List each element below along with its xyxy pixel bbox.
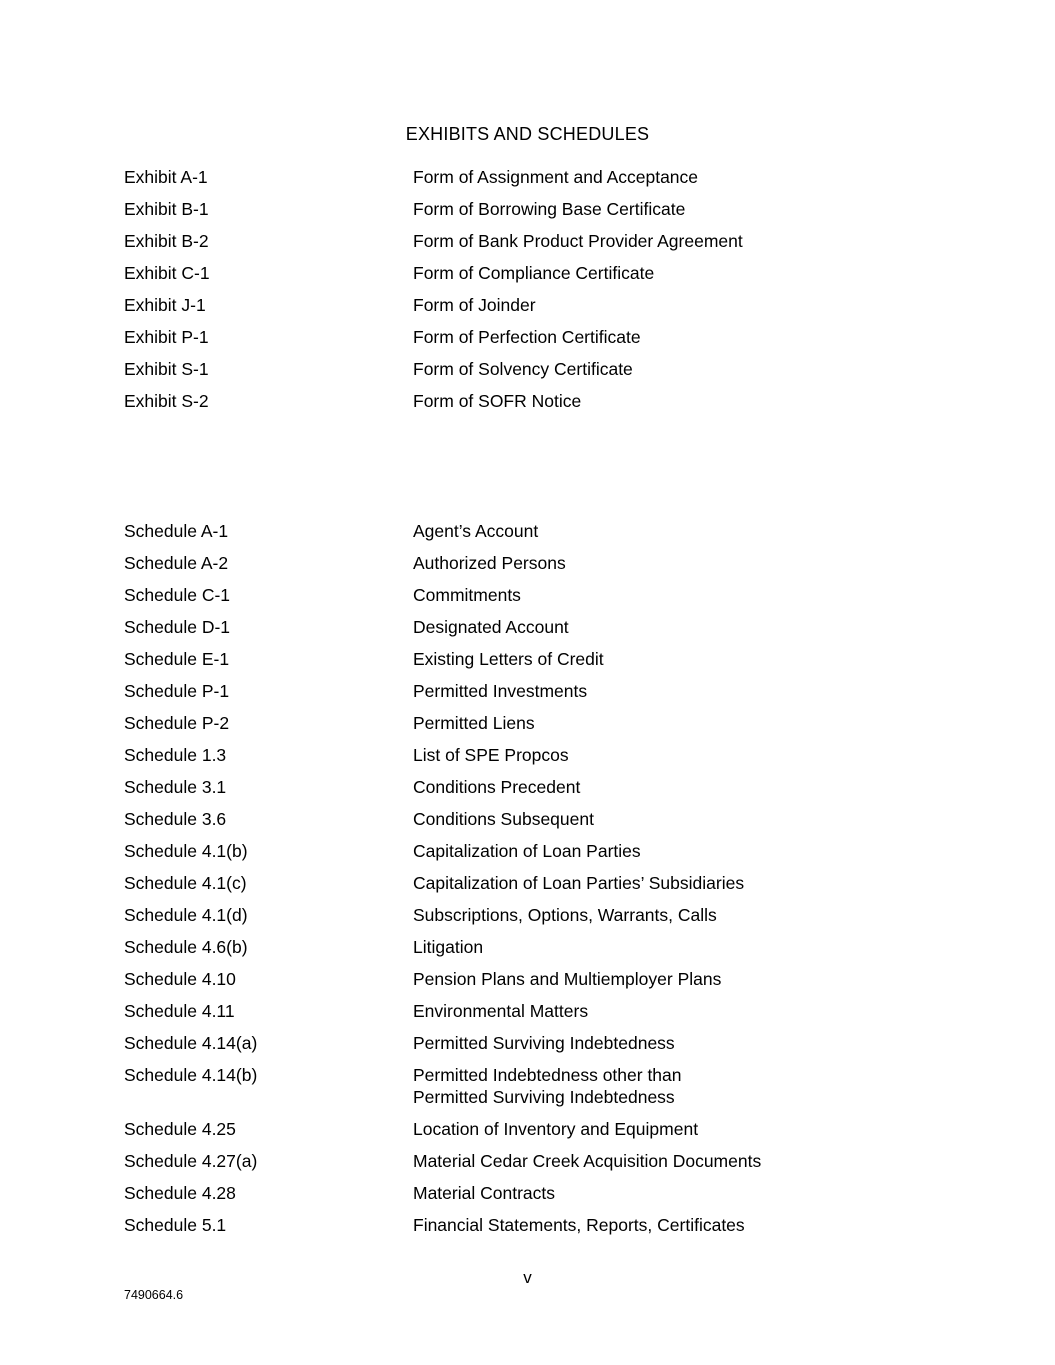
exhibit-ref: Exhibit C-1	[124, 263, 210, 283]
schedule-ref: Schedule A-1	[124, 521, 229, 541]
schedule-desc: Environmental Matters	[413, 1001, 589, 1021]
schedule-row	[124, 904, 844, 926]
exhibit-row	[124, 358, 844, 380]
exhibit-row	[124, 262, 844, 284]
schedule-desc: Financial Statements, Reports, Certificates	[413, 1215, 745, 1235]
schedule-ref: Schedule A-2	[124, 553, 229, 573]
schedule-desc: Existing Letters of Credit	[413, 649, 604, 669]
schedule-desc: Permitted Liens	[413, 713, 535, 733]
exhibit-ref: Exhibit A-1	[124, 167, 208, 187]
exhibit-row	[124, 326, 844, 348]
schedule-ref: Schedule 3.1	[124, 777, 227, 797]
schedule-ref: Schedule 4.28	[124, 1183, 236, 1203]
schedule-ref: Schedule 4.1(c)	[124, 873, 247, 893]
schedule-desc: Litigation	[413, 937, 484, 957]
schedule-ref: Schedule 4.14(a)	[124, 1033, 258, 1053]
schedule-desc: Commitments	[413, 585, 521, 605]
exhibit-desc: Form of Solvency Certificate	[413, 359, 633, 379]
schedule-desc: Authorized Persons	[413, 553, 566, 573]
schedule-row	[124, 552, 844, 574]
schedule-desc: Capitalization of Loan Parties’ Subsidiaries	[413, 873, 745, 893]
schedule-ref: Schedule 5.1	[124, 1215, 227, 1235]
schedule-desc: Pension Plans and Multiemployer Plans	[413, 969, 722, 989]
schedule-row	[124, 776, 844, 798]
schedule-desc: Conditions Precedent	[413, 777, 581, 797]
schedule-row	[124, 680, 844, 702]
schedule-desc: Material Contracts	[413, 1183, 555, 1203]
schedule-row	[124, 1032, 844, 1054]
exhibit-ref: Exhibit B-2	[124, 231, 209, 251]
exhibit-desc: Form of Assignment and Acceptance	[413, 167, 699, 187]
exhibit-row	[124, 198, 844, 220]
schedule-row	[124, 840, 844, 862]
exhibit-row	[124, 166, 844, 188]
exhibit-ref: Exhibit S-1	[124, 359, 209, 379]
schedule-ref: Schedule 4.10	[124, 969, 236, 989]
schedule-desc: Material Cedar Creek Acquisition Documents	[413, 1151, 762, 1171]
schedule-row	[124, 872, 844, 894]
schedule-row	[124, 520, 844, 542]
schedule-ref: Schedule C-1	[124, 585, 231, 605]
schedule-desc: List of SPE Propcos	[413, 745, 569, 765]
schedule-ref: Schedule 4.1(d)	[124, 905, 248, 925]
schedule-row	[124, 1000, 844, 1022]
schedule-ref: Schedule P-1	[124, 681, 230, 701]
schedule-ref: Schedule 4.11	[124, 1001, 235, 1021]
schedule-ref: Schedule E-1	[124, 649, 230, 669]
schedule-row	[124, 648, 844, 670]
exhibit-ref: Exhibit J-1	[124, 295, 206, 315]
schedule-row	[124, 616, 844, 638]
schedule-ref: Schedule 4.25	[124, 1119, 236, 1139]
exhibit-ref: Exhibit P-1	[124, 327, 209, 347]
schedule-row	[124, 744, 844, 766]
schedule-ref: Schedule 4.27(a)	[124, 1151, 258, 1171]
schedule-ref: Schedule 4.14(b)	[124, 1065, 258, 1085]
page-title: EXHIBITS AND SCHEDULES	[405, 124, 650, 144]
schedule-ref: Schedule P-2	[124, 713, 230, 733]
schedule-desc: Permitted Investments	[413, 681, 588, 701]
exhibit-desc: Form of Compliance Certificate	[413, 263, 655, 283]
schedule-desc: Agent’s Account	[413, 521, 539, 541]
document-id: 7490664.6	[124, 1288, 184, 1302]
schedules-list	[124, 520, 844, 1246]
schedule-ref: Schedule 4.6(b)	[124, 937, 248, 957]
exhibits-list	[124, 166, 844, 422]
schedule-desc: Permitted Indebtedness other than Permitted Surviving Indebtedness	[413, 1065, 682, 1107]
schedule-row	[124, 808, 844, 830]
schedule-row	[124, 936, 844, 958]
schedule-desc: Permitted Surviving Indebtedness	[413, 1033, 675, 1053]
exhibit-ref: Exhibit S-2	[124, 391, 209, 411]
schedule-ref: Schedule 4.1(b)	[124, 841, 248, 861]
page-number: v	[523, 1268, 532, 1287]
exhibit-desc: Form of Perfection Certificate	[413, 327, 641, 347]
schedule-row	[124, 968, 844, 990]
schedule-row	[124, 1064, 844, 1108]
schedule-desc: Designated Account	[413, 617, 569, 637]
exhibit-desc: Form of Bank Product Provider Agreement	[413, 231, 743, 251]
schedule-row	[124, 584, 844, 606]
exhibit-ref: Exhibit B-1	[124, 199, 209, 219]
schedule-row	[124, 1214, 844, 1236]
exhibit-row	[124, 390, 844, 412]
schedule-ref: Schedule 1.3	[124, 745, 227, 765]
schedule-ref: Schedule D-1	[124, 617, 231, 637]
exhibit-desc: Form of Borrowing Base Certificate	[413, 199, 686, 219]
schedule-desc: Location of Inventory and Equipment	[413, 1119, 699, 1139]
schedule-row	[124, 1182, 844, 1204]
schedule-row	[124, 712, 844, 734]
schedule-row	[124, 1150, 844, 1172]
schedule-row	[124, 1118, 844, 1140]
exhibit-row	[124, 230, 844, 252]
schedule-desc: Capitalization of Loan Parties	[413, 841, 641, 861]
schedule-desc: Subscriptions, Options, Warrants, Calls	[413, 905, 717, 925]
schedule-ref: Schedule 3.6	[124, 809, 227, 829]
exhibit-desc: Form of Joinder	[413, 295, 536, 315]
exhibit-desc: Form of SOFR Notice	[413, 391, 582, 411]
exhibit-row	[124, 294, 844, 316]
schedule-desc: Conditions Subsequent	[413, 809, 594, 829]
